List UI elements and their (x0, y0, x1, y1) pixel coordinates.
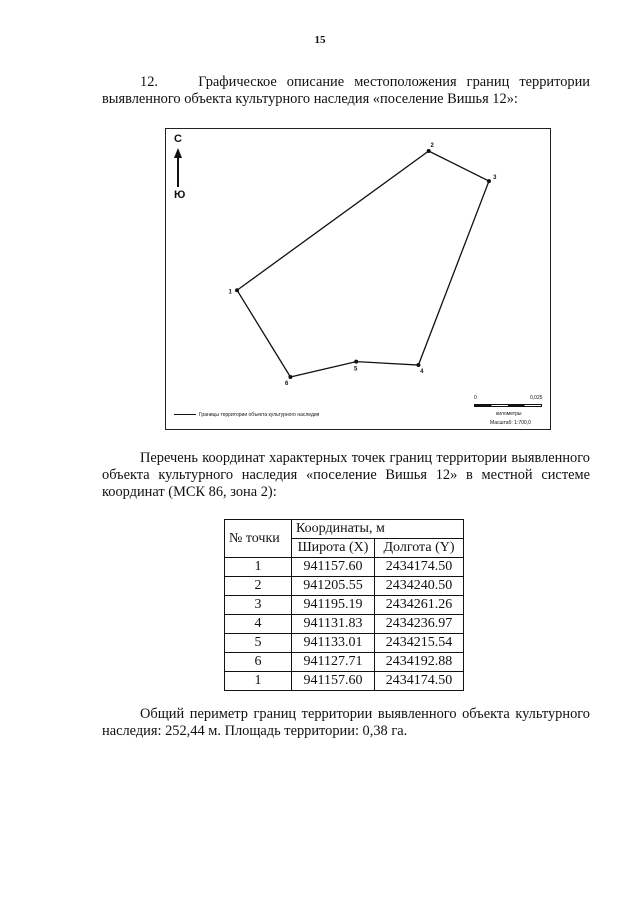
legend-line-icon (174, 414, 196, 415)
table-row (225, 615, 464, 634)
page-number: 15 (314, 34, 326, 46)
boundary-point-1 (235, 288, 239, 292)
cell-point-number: 2 (225, 577, 292, 596)
boundary-point-4 (416, 363, 420, 367)
cell-latitude: 941157.60 (292, 558, 375, 577)
scale-units-label: километры (496, 411, 522, 417)
boundary-point-label: 2 (430, 142, 434, 149)
section-number: 12. (140, 74, 158, 90)
boundary-point-label: 3 (493, 175, 497, 182)
scale-bar (474, 404, 542, 407)
coordinates-table (224, 519, 464, 691)
scale-bar-block (466, 395, 546, 429)
map-legend (174, 409, 319, 421)
table-row (225, 558, 464, 577)
table-row (225, 596, 464, 615)
table-row (225, 672, 464, 691)
boundary-point-6 (288, 375, 292, 379)
boundary-point-label: 5 (354, 366, 358, 373)
boundary-point-2 (427, 149, 431, 153)
cell-longitude: 2434240.50 (375, 577, 464, 596)
boundary-polygon (237, 151, 489, 377)
boundary-point-label: 1 (228, 289, 232, 296)
table-header-row (225, 520, 464, 539)
header-coordinates: Координаты, м (292, 520, 464, 539)
cell-latitude: 941205.55 (292, 577, 375, 596)
cell-point-number: 6 (225, 653, 292, 672)
cell-latitude: 941195.19 (292, 596, 375, 615)
boundary-point-label: 6 (284, 380, 289, 387)
scale-zero-label: 0 (474, 395, 477, 401)
table-row (225, 634, 464, 653)
cell-longitude: 2434236.97 (375, 615, 464, 634)
scale-ratio-label: Масштаб: 1:700,0 (490, 420, 531, 426)
legend-label: Границы территории объекта культурного наследия (199, 412, 320, 418)
compass-south-label: Ю (174, 189, 186, 201)
cell-point-number: 3 (225, 596, 292, 615)
compass-north-label: С (174, 133, 182, 145)
table-row (225, 653, 464, 672)
north-arrow (173, 133, 189, 205)
scale-max-label: 0,025 (530, 395, 543, 401)
boundary-point-label: 4 (420, 369, 424, 376)
cell-point-number: 1 (225, 672, 292, 691)
cell-point-number: 4 (225, 615, 292, 634)
header-latitude: Широта (X) (292, 539, 375, 558)
section-heading-text: Графическое описание местоположения границ территории выявленного объекта культурного наследия «поселение Вишья 12»: (102, 74, 591, 107)
boundary-point-5 (354, 360, 358, 364)
cell-longitude: 2434174.50 (375, 558, 464, 577)
perimeter-area-summary: Общий периметр границ территории выявленного объекта культурного наследия: 252,44 м. Площадь территории: 0,38 га. (102, 706, 590, 739)
boundary-map-drawing (166, 129, 550, 429)
boundary-point-3 (487, 179, 491, 183)
cell-latitude: 941131.83 (292, 615, 375, 634)
boundary-map (165, 128, 551, 430)
cell-latitude: 941157.60 (292, 672, 375, 691)
section-heading (102, 74, 590, 108)
cell-longitude: 2434192.88 (375, 653, 464, 672)
header-point-number: № точки (225, 520, 292, 558)
cell-longitude: 2434261.26 (375, 596, 464, 615)
table-row (225, 577, 464, 596)
cell-latitude: 941133.01 (292, 634, 375, 653)
cell-longitude: 2434215.54 (375, 634, 464, 653)
cell-latitude: 941127.71 (292, 653, 375, 672)
cell-point-number: 5 (225, 634, 292, 653)
cell-point-number: 1 (225, 558, 292, 577)
header-longitude: Долгота (Y) (375, 539, 464, 558)
coordinate-list-intro: Перечень координат характерных точек границ территории выявленного объекта культурного наследия «поселение Вишья 12» в местной системе координат (МСК 86, зона 2): (102, 450, 590, 500)
cell-longitude: 2434174.50 (375, 672, 464, 691)
